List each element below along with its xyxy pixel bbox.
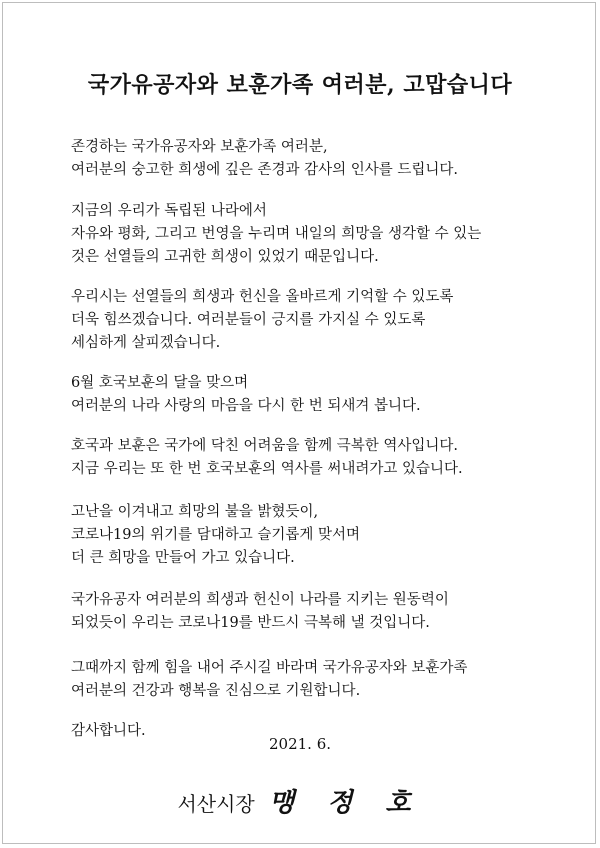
body-line: 존경하는 국가유공자와 보훈가족 여러분, xyxy=(71,139,328,155)
body-line: 되었듯이 우리는 코로나19를 반드시 극복해 낼 것입니다. xyxy=(71,615,430,631)
body-line: 자유와 평화, 그리고 번영을 누리며 내일의 희망을 생각할 수 있는 xyxy=(71,226,482,242)
body-line: 6월 호국보훈의 달을 맞으며 xyxy=(71,375,249,391)
body-line: 국가유공자 여러분의 희생과 헌신이 나라를 지키는 원동력이 xyxy=(71,592,449,608)
body-line: 코로나19의 위기를 담대하고 슬기롭게 맞서며 xyxy=(71,527,361,543)
signer-name: 맹 정 호 xyxy=(269,788,423,818)
body-line: 세심하게 살피겠습니다. xyxy=(71,335,221,351)
body-line: 호국과 보훈은 국가에 닥친 어려움을 함께 극복한 역사입니다. xyxy=(71,438,459,454)
body-line: 지금 우리는 또 한 번 호국보훈의 역사를 써내려가고 있습니다. xyxy=(71,461,463,477)
body-line: 지금의 우리가 독립된 나라에서 xyxy=(71,203,267,219)
body-line: 더욱 힘쓰겠습니다. 여러분들이 긍지를 가지실 수 있도록 xyxy=(71,312,426,328)
page-border xyxy=(2,2,596,844)
body-line: 그때까지 함께 힘을 내어 주시길 바라며 국가유공자와 보훈가족 xyxy=(71,660,468,676)
body-line: 것은 선열들의 고귀한 희생이 있었기 때문입니다. xyxy=(71,249,379,265)
letter-date: 2021. 6. xyxy=(268,735,332,753)
body-line: 더 큰 희망을 만들어 가고 있습니다. xyxy=(71,550,295,566)
letter-title: 국가유공자와 보훈가족 여러분, 고맙습니다 xyxy=(87,72,513,98)
body-line: 여러분의 숭고한 희생에 깊은 존경과 감사의 인사를 드립니다. xyxy=(71,162,459,178)
body-line: 고난을 이겨내고 희망의 불을 밝혔듯이, xyxy=(71,504,319,520)
signature-block xyxy=(0,782,600,819)
closing-line: 감사합니다. xyxy=(71,723,146,739)
signer-title: 서산시장 xyxy=(177,792,255,816)
body-line: 우리시는 선열들의 희생과 헌신을 올바르게 기억할 수 있도록 xyxy=(71,289,454,305)
body-line: 여러분의 건강과 행복을 진심으로 기원합니다. xyxy=(71,683,361,699)
body-line: 여러분의 나라 사랑의 마음을 다시 한 번 되새겨 봅니다. xyxy=(71,398,421,414)
